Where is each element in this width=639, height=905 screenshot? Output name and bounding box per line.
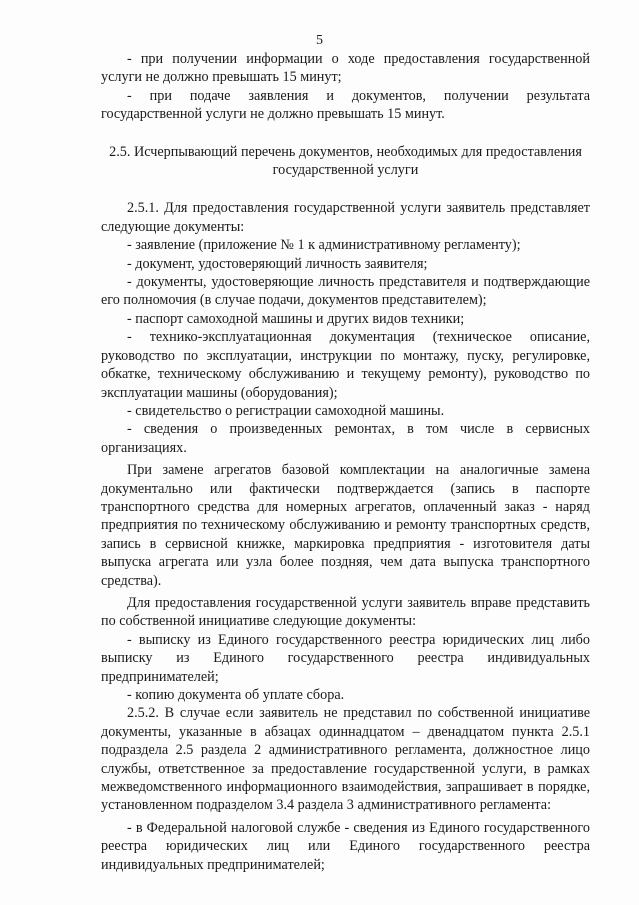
paragraph: - при подаче заявления и документов, получении результата государственной услуги не должно превышать 15 минут. [101, 87, 590, 123]
paragraph: При замене агрегатов базовой комплектации на аналогичные замена документально или фактически подтверждается (запись в паспорте транспортного средства для номерных агрегатов, оплаченный заказ - наряд предприятия по техническому обслуживанию и ремонту транспортных средств, запись в сервисной книжке, маркировка предприятия - изготовителя даты выпуска агрегата или узла более поздняя, чем дата выпуска транспортного средства). [101, 462, 590, 589]
list-item: - в Федеральной налоговой службе - сведения из Единого государственного реестра юридических лиц или Единого государственного реестра индивидуальных предпринимателей; [101, 819, 590, 873]
list-item: - сведения о произведенных ремонтах, в том числе в сервисных организациях. [101, 421, 590, 456]
list-item: - паспорт самоходной машины и других видов техники; [127, 310, 465, 327]
list-item: - документ, удостоверяющий личность заявителя; [127, 255, 428, 272]
paragraph: - при получении информации о ходе предоставления государственной услуги не должно превышать 15 минут; [101, 51, 590, 86]
list-item: - технико-эксплуатационная документация (техническое описание, руководство по эксплуатации, инструкции по монтажу, пуску, регулировке, обкатке, техническому обслуживанию и текущему ремонту), руководство по эксплуатации машины (оборудования); [101, 329, 590, 401]
paragraph: 2.5.1. Для предоставления государственной услуги заявитель представляет следующие документы: [101, 200, 590, 235]
paragraph: Для предоставления государственной услуги заявитель вправе представить по собственной инициативе следующие документы: [101, 594, 590, 630]
section-heading: 2.5. Исчерпывающий перечень документов, необходимых для предоставления государственной услуги [109, 143, 582, 179]
list-item: - выписку из Единого государственного реестра юридических лиц либо выписку из Единого государственного реестра индивидуальных предпринимателей; [101, 631, 590, 685]
list-item: - заявление (приложение № 1 к административному регламенту); [127, 237, 521, 254]
document-body [101, 50, 590, 874]
list-item: - документы, удостоверяющие личность представителя и подтверждающие его полномочия (в случае подачи, документов представителем); [101, 274, 590, 309]
list-item: - копию документа об уплате сбора. [127, 687, 345, 703]
paragraph: 2.5.2. В случае если заявитель не представил по собственной инициативе документы, указанные в абзацах одиннадцатом – двенадцатом пункта 2.5.1 подраздела 2.5 раздела 2 административного регламента, должностное лицо службы, ответственное за предоставление государственной услуги, в рамках межведомственного информационного взаимодействия, запрашивает в порядке, установленном подразделом 3.4 раздела 3 административного регламента: [101, 705, 590, 814]
list-item: - свидетельство о регистрации самоходной машины. [127, 402, 445, 419]
page-number: 5 [316, 33, 323, 48]
